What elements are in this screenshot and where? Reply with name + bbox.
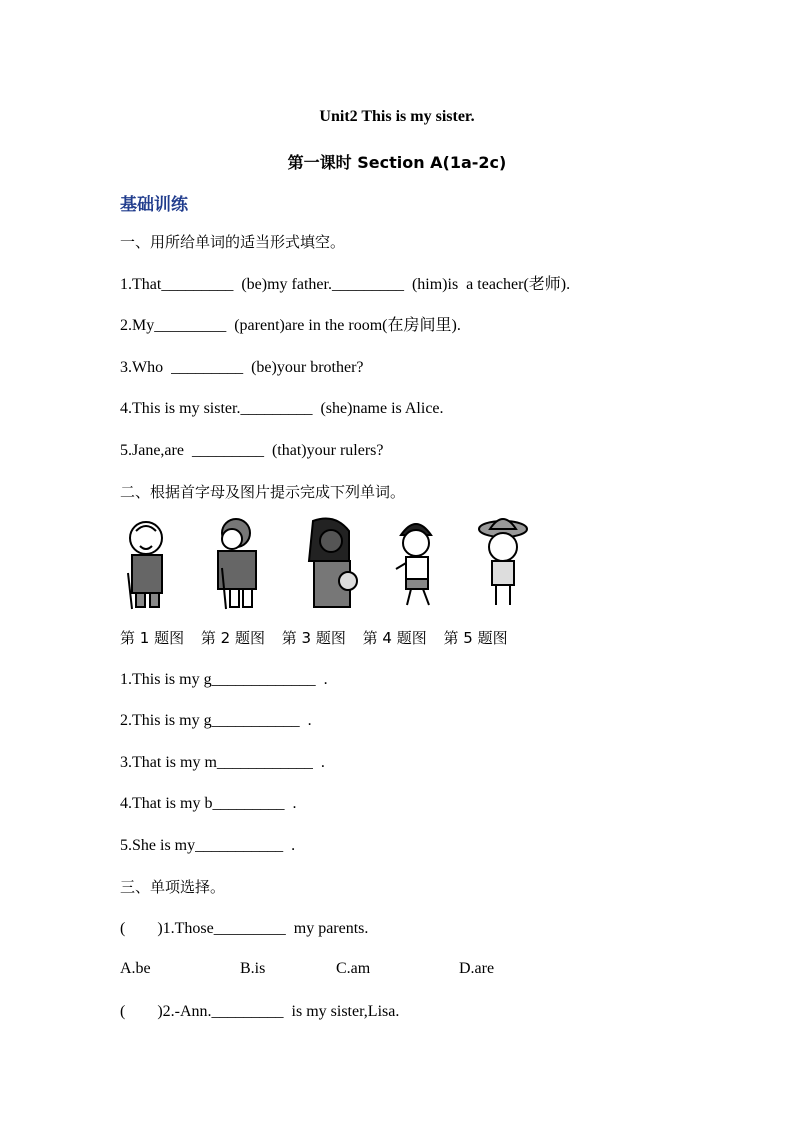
picture-prompts (118, 513, 548, 613)
part3-question-2: ( )2.-Ann._________ is my sister,Lisa. (120, 1003, 400, 1020)
part1-item-1: 1.That_________ (be)my father._________ (him)is a teacher(老师). (120, 276, 571, 293)
choice-a: A.be (120, 960, 151, 977)
part1-item-2: 2.My_________ (parent)are in the room(在房间里). (120, 317, 461, 334)
part1-item-3: 3.Who _________ (be)your brother? (120, 359, 364, 376)
choice-b: B.is (240, 960, 266, 977)
part1-item-4: 4.This is my sister._________ (she)name is Alice. (120, 400, 444, 417)
lesson-title-text: 第一课时 Section A(1a-2c) (287, 153, 507, 172)
grandmother-figure (218, 519, 256, 609)
unit-title: Unit2 This is my sister. (319, 108, 475, 125)
caption-1: 第 1 题图 (120, 629, 185, 647)
part2-item-4: 4.That is my b_________ . (120, 795, 297, 812)
grandfather-figure (128, 522, 162, 609)
mother-figure (309, 519, 357, 607)
part2-item-1: 1.This is my g_____________ . (120, 671, 328, 688)
caption-2: 第 2 题图 (200, 629, 265, 647)
section-label: 基础训练 (120, 195, 188, 215)
sister-figure (479, 519, 527, 605)
part3-question-1: ( )1.Those_________ my parents. (120, 920, 369, 937)
part2-item-3: 3.That is my m____________ . (120, 754, 325, 771)
part1-item-5: 5.Jane,are _________ (that)your rulers? (120, 442, 384, 459)
picture-captions (120, 627, 520, 648)
choice-d: D.are (459, 960, 495, 977)
brother-figure (396, 524, 431, 605)
lesson-title (0, 150, 794, 173)
caption-4: 第 4 题图 (362, 629, 427, 647)
caption-5: 第 5 题图 (443, 629, 508, 647)
part3-instruction: 三、单项选择。 (120, 878, 226, 896)
caption-3: 第 3 题图 (281, 629, 346, 647)
part2-instruction: 二、根据首字母及图片提示完成下列单词。 (120, 483, 406, 501)
part1-instruction: 一、用所给单词的适当形式填空。 (120, 233, 346, 251)
part2-item-2: 2.This is my g___________ . (120, 712, 312, 729)
choice-c: C.am (336, 960, 371, 977)
part2-item-5: 5.She is my___________ . (120, 837, 296, 854)
